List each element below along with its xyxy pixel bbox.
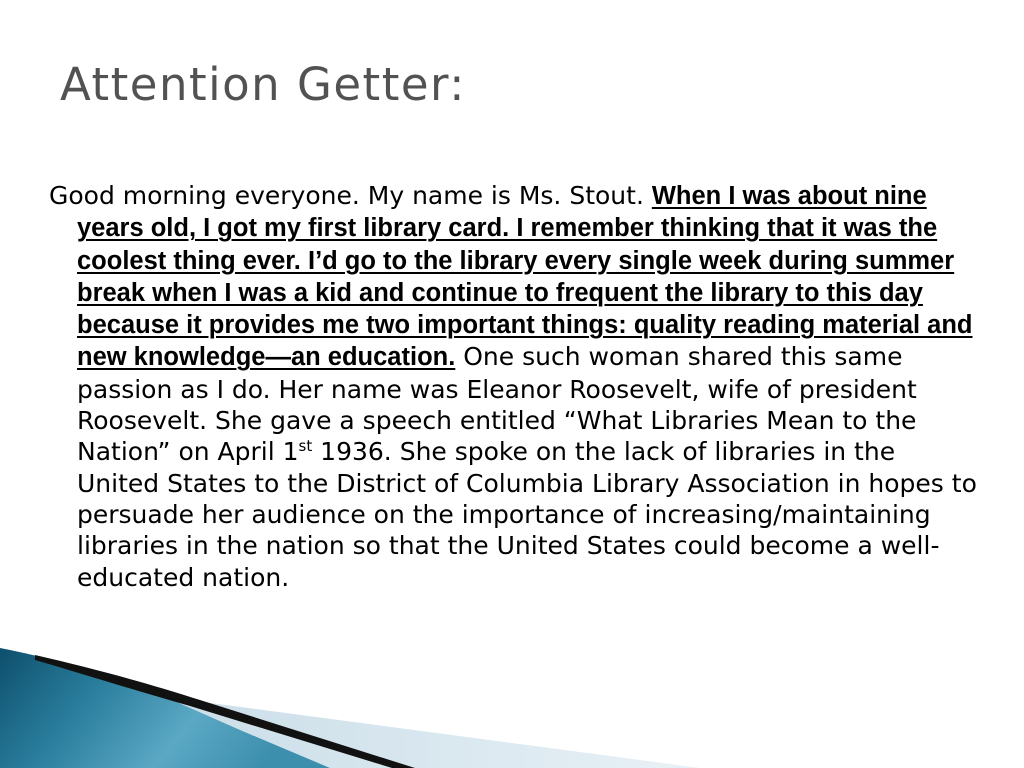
slide-title: Attention Getter:: [60, 58, 466, 111]
teal-wave: [0, 648, 330, 768]
pale-blue-wave: [150, 695, 700, 768]
dark-stripe: [35, 655, 415, 768]
intro-text: Good morning everyone. My name is Ms. Stout.: [49, 181, 652, 210]
ending-text: 1936. She spoke on the lack of libraries in the United States to the District of Columbia Library Association in hopes to persuade her audience on the importance of increasing/maintaining libraries in the nation so that the United States could become a well-educated nation.: [77, 437, 977, 592]
ordinal-superscript: st: [298, 437, 313, 456]
emphasized-text: When I was about nine years old, I got my first library card. I remember thinking that it was the coolest thing ever. I’d go to the library every single week during summer break when I was a kid and continue to frequent the library to this day because it provides me two important things: quality reading material and new knowledge—an education.: [77, 182, 973, 372]
body-paragraph: [49, 180, 984, 593]
middle-text: One such woman shared this same passion as I do. Her name was Eleanor Roosevelt, wife of president Roosevelt. She gave a speech entitled “What Libraries Mean to the Nation” on April 1: [77, 342, 917, 467]
